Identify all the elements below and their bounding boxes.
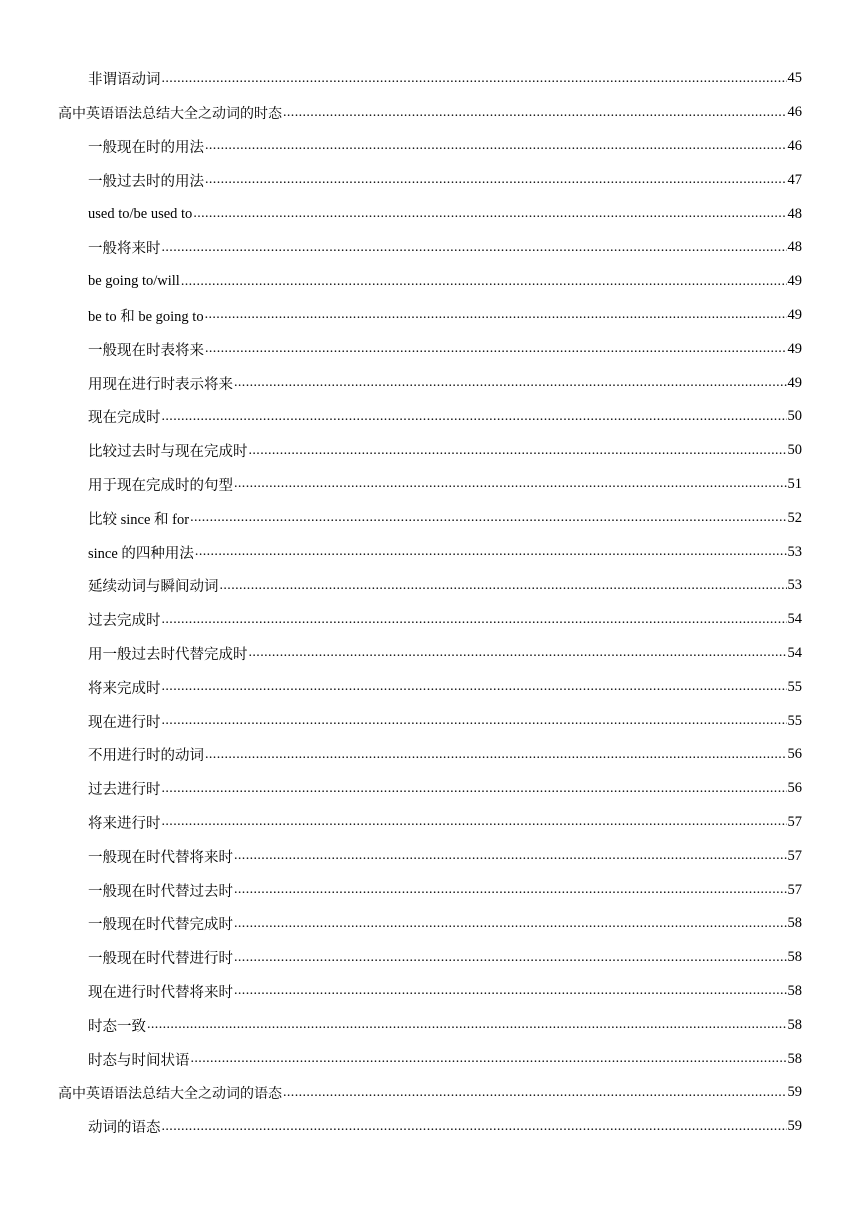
toc-page-number: 56: [787, 780, 802, 797]
toc-entry[interactable]: [0, 603, 860, 637]
toc-entry-title: 一般现在时代替将来时: [88, 849, 233, 866]
dot-leader: [147, 1017, 787, 1033]
toc-page-number: 46: [787, 104, 802, 121]
dot-leader: [234, 375, 787, 391]
dot-leader: [195, 544, 787, 560]
dot-leader: [162, 1119, 787, 1135]
toc-entry-title: 一般现在时表将来: [88, 342, 204, 359]
dot-leader: [234, 983, 787, 999]
toc-entry[interactable]: [0, 434, 860, 468]
toc-page-number: 58: [787, 1050, 802, 1067]
toc-entry[interactable]: [0, 366, 860, 400]
toc-entry-title: 一般现在时代替完成时: [88, 917, 233, 934]
dot-leader: [162, 679, 787, 695]
toc-entry-title: 比较 since 和 for: [88, 511, 190, 528]
toc-entry-title: 比较过去时与现在完成时: [88, 444, 248, 461]
dot-leader: [191, 1051, 787, 1067]
toc-entry[interactable]: [0, 704, 860, 738]
dot-leader: [249, 645, 787, 661]
toc-entry[interactable]: [0, 839, 860, 873]
toc-entry[interactable]: [0, 637, 860, 671]
dot-leader: [283, 1085, 787, 1101]
dot-leader: [162, 713, 787, 729]
toc-entry-title: be to 和 be going to: [88, 308, 204, 325]
toc-entry-title: 一般现在时代替进行时: [88, 951, 233, 968]
dot-leader: [181, 274, 787, 290]
toc-page-number: 57: [787, 847, 802, 864]
toc-entry[interactable]: [0, 1110, 860, 1144]
toc-entry-title: 用于现在完成时的句型: [88, 477, 233, 494]
dot-leader: [190, 510, 786, 526]
toc-page-number: 47: [787, 171, 802, 188]
toc-entry[interactable]: [0, 163, 860, 197]
toc-entry-title: 动词的语态: [88, 1120, 161, 1137]
toc-entry-title: 时态与时间状语: [88, 1052, 190, 1069]
dot-leader: [205, 138, 787, 154]
toc-page-number: 58: [787, 915, 802, 932]
toc-entry[interactable]: [0, 873, 860, 907]
toc-entry-title: 现在进行时: [88, 714, 161, 731]
toc-entry[interactable]: [0, 1042, 860, 1076]
toc-entry[interactable]: [0, 975, 860, 1009]
toc-page-number: 50: [787, 442, 802, 459]
toc-entry-title: 过去完成时: [88, 613, 161, 630]
toc-entry[interactable]: [0, 400, 860, 434]
dot-leader: [234, 916, 787, 932]
dot-leader: [249, 443, 787, 459]
toc-entry[interactable]: [0, 299, 860, 333]
toc-entry-title: 高中英语语法总结大全之动词的时态: [58, 105, 282, 122]
toc-page-number: 51: [787, 475, 802, 492]
toc-entry[interactable]: [0, 535, 860, 569]
dot-leader: [205, 747, 787, 763]
toc-page-number: 53: [787, 543, 802, 560]
toc-entry[interactable]: [0, 197, 860, 231]
toc-page-number: 49: [787, 306, 802, 323]
dot-leader: [205, 172, 787, 188]
toc-entry-title: 将来进行时: [88, 815, 161, 832]
toc-page-number: 46: [787, 137, 802, 154]
toc-entry-title: 一般现在时的用法: [88, 139, 204, 156]
toc-entry-title: 时态一致: [88, 1018, 146, 1035]
dot-leader: [283, 105, 787, 121]
dot-leader: [234, 950, 787, 966]
toc-page-number: 50: [787, 408, 802, 425]
toc-entry-title: 用现在进行时表示将来: [88, 376, 233, 393]
toc-entry-title: 延续动词与瞬间动词: [88, 579, 219, 596]
dot-leader: [205, 341, 787, 357]
toc-entry-title: 将来完成时: [88, 680, 161, 697]
toc-page-number: 59: [787, 1118, 802, 1135]
toc-entry[interactable]: [0, 501, 860, 535]
toc-page-number: 49: [787, 340, 802, 357]
dot-leader: [234, 882, 787, 898]
dot-leader: [162, 781, 787, 797]
toc-page-number: 58: [787, 1016, 802, 1033]
toc-entry-title: 一般将来时: [88, 241, 161, 258]
table-of-contents: [0, 62, 860, 1144]
toc-entry-title: 高中英语语法总结大全之动词的语态: [58, 1085, 282, 1102]
toc-entry[interactable]: [0, 265, 860, 299]
dot-leader: [162, 409, 787, 425]
toc-page-number: 48: [787, 205, 802, 222]
toc-entry[interactable]: [0, 670, 860, 704]
toc-entry[interactable]: [0, 569, 860, 603]
dot-leader: [205, 307, 787, 323]
dot-leader: [162, 240, 787, 256]
toc-entry[interactable]: [0, 1076, 860, 1110]
toc-entry-title: 一般现在时代替过去时: [88, 883, 233, 900]
toc-entry[interactable]: [0, 332, 860, 366]
toc-page-number: 45: [787, 70, 802, 87]
toc-page-number: 53: [787, 577, 802, 594]
toc-page-number: 52: [787, 509, 802, 526]
toc-entry[interactable]: [0, 772, 860, 806]
toc-entry[interactable]: [0, 231, 860, 265]
toc-page-number: 49: [787, 374, 802, 391]
toc-page-number: 59: [787, 1084, 802, 1101]
toc-entry-title: be going to/will: [88, 273, 180, 290]
toc-entry-title: 一般过去时的用法: [88, 173, 204, 190]
toc-entry-title: since 的四种用法: [88, 545, 194, 562]
toc-entry[interactable]: [0, 1008, 860, 1042]
toc-page-number: 55: [787, 678, 802, 695]
toc-entry[interactable]: [0, 907, 860, 941]
toc-page-number: 54: [787, 644, 802, 661]
toc-page-number: 49: [787, 273, 802, 290]
toc-entry-title: 不用进行时的动词: [88, 748, 204, 765]
toc-entry[interactable]: [0, 130, 860, 164]
dot-leader: [162, 814, 787, 830]
toc-page-number: 58: [787, 949, 802, 966]
toc-entry[interactable]: [0, 738, 860, 772]
toc-entry[interactable]: [0, 96, 860, 130]
toc-entry[interactable]: [0, 806, 860, 840]
toc-page-number: 56: [787, 746, 802, 763]
dot-leader: [234, 476, 787, 492]
toc-page-number: 57: [787, 881, 802, 898]
dot-leader: [162, 71, 787, 87]
toc-entry[interactable]: [0, 468, 860, 502]
toc-entry-title: 用一般过去时代替完成时: [88, 646, 248, 663]
toc-page-number: 57: [787, 813, 802, 830]
toc-page-number: 58: [787, 982, 802, 999]
toc-page-number: 48: [787, 239, 802, 256]
toc-entry[interactable]: [0, 62, 860, 96]
toc-page-number: 55: [787, 712, 802, 729]
dot-leader: [193, 206, 786, 222]
toc-entry-title: used to/be used to: [88, 205, 193, 222]
toc-entry[interactable]: [0, 941, 860, 975]
toc-entry-title: 过去进行时: [88, 782, 161, 799]
dot-leader: [220, 578, 787, 594]
toc-entry-title: 现在完成时: [88, 410, 161, 427]
toc-entry-title: 现在进行时代替将来时: [88, 984, 233, 1001]
toc-page-number: 54: [787, 611, 802, 628]
dot-leader: [162, 612, 787, 628]
toc-entry-title: 非谓语动词: [88, 72, 161, 89]
dot-leader: [234, 848, 787, 864]
